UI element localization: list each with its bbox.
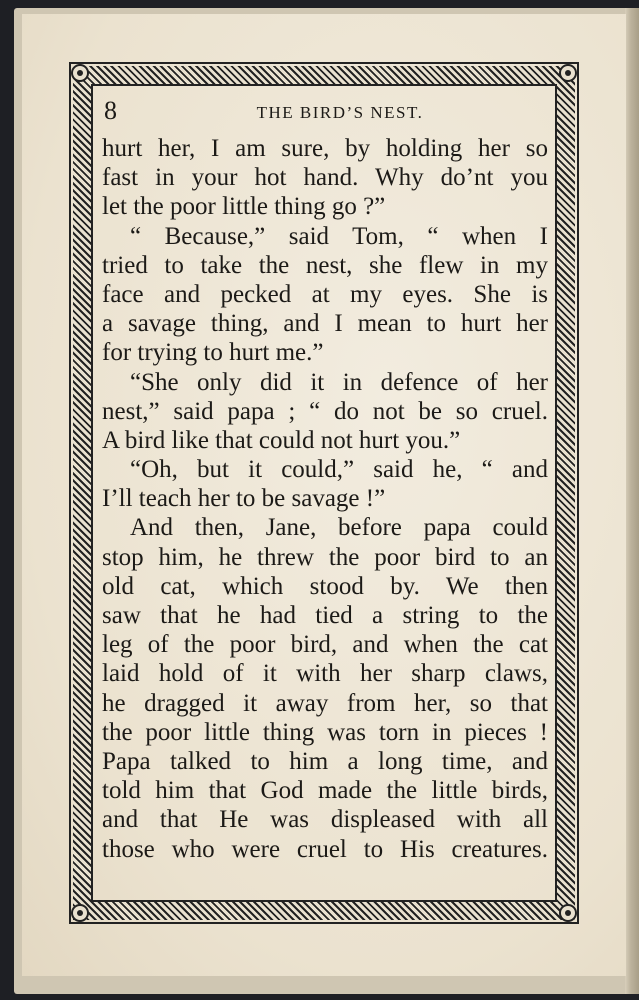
text-line: laid hold of it with her sharp claws,	[102, 660, 548, 688]
text-line: those who were cruel to His creatures.	[102, 835, 548, 863]
text-line: face and pecked at my eyes. She is	[102, 280, 548, 308]
text-line: a savage thing, and I mean to hurt her	[102, 310, 548, 338]
corner-ornament-icon	[559, 904, 577, 922]
text-line: stop him, he threw the poor bird to an	[102, 543, 548, 571]
text-line: tried to take the nest, she flew in my	[102, 251, 548, 279]
corner-ornament-icon	[71, 904, 89, 922]
text-line: “ Because,” said Tom, “ when I	[130, 222, 548, 250]
next-pages-edge	[625, 8, 639, 994]
page-number: 8	[104, 96, 117, 125]
text-line: and that He was displeased with all	[102, 806, 548, 834]
text-line: let the poor little thing go ?”	[102, 193, 386, 221]
corner-ornament-icon	[559, 64, 577, 82]
corner-ornament-icon	[71, 64, 89, 82]
text-line: nest,” said papa ; “ do not be so cruel.	[102, 397, 548, 425]
text-line: “She only did it in defence of her	[130, 368, 548, 396]
page-header	[102, 92, 548, 134]
text-line: And then, Jane, before papa could	[130, 514, 548, 542]
body-text	[102, 134, 548, 864]
text-line: saw that he had tied a string to the	[102, 602, 548, 629]
text-line: Papa talked to him a long time, and	[102, 747, 548, 775]
text-line: he dragged it away from her, so that	[102, 689, 548, 717]
text-line: “Oh, but it could,” said he, “ and	[130, 456, 548, 484]
text-block	[102, 92, 548, 864]
text-line: hurt her, I am sure, by holding her so	[102, 135, 548, 162]
text-line: old cat, which stood by. We then	[102, 572, 548, 600]
running-head: THE BIRD’S NEST.	[256, 103, 424, 122]
text-line: fast in your hot hand. Why do’nt you	[102, 164, 548, 192]
text-line: for trying to hurt me.”	[102, 339, 324, 367]
text-line: leg of the poor bird, and when the cat	[102, 631, 548, 659]
text-line: I’ll teach her to be savage !”	[102, 485, 386, 513]
text-line: A bird like that could not hurt you.”	[102, 426, 461, 454]
text-line: the poor little thing was torn in pieces !	[102, 718, 548, 746]
text-line: told him that God made the little birds,	[102, 777, 548, 805]
